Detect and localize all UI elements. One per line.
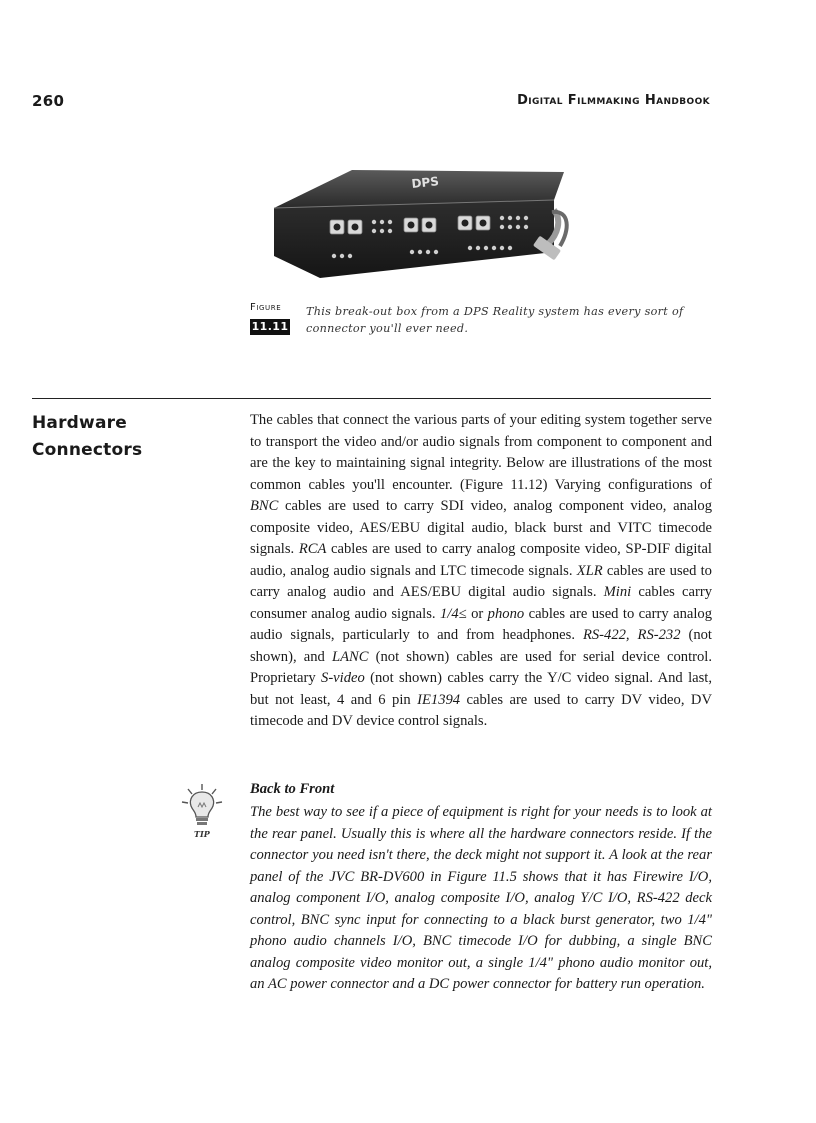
body-text-run: or <box>466 605 488 622</box>
body-text-run: cables carry consumer analog audio signals. <box>250 584 712 622</box>
figure-caption: This break-out box from a DPS Reality system has every sort of connector you'll ever need. <box>306 305 684 335</box>
section-divider <box>32 398 711 399</box>
cable-term: 1/4≤ <box>439 605 467 622</box>
breakout-box-image <box>262 160 572 280</box>
section-body <box>250 410 712 733</box>
cable-term: RCA <box>298 541 327 557</box>
tip-body: The best way to see if a piece of equipment is right for your needs is to look at the rear panel. Usually this is where all the hardware connectors reside. If the connector you need isn't there, the deck might not support it. A look at the rear panel of the JVC BR-DV600 in Figure 11.5 shows that it has Firewire I/O, analog component I/O, analog composite I/O, analog Y/C I/O, RS-422 deck control, BNC sync input for connecting to a black burst generator, two 1/4" phono audio channels I/O, BNC timecode I/O for dubbing, a single BNC analog composite video monitor out, a single 1/4" phono audio monitor out, an AC power connector and a DC power connector for battery run operation. <box>250 804 712 992</box>
cable-term: IE1394 <box>417 691 461 708</box>
cable-term: RS-422, RS-232 <box>582 627 681 643</box>
body-text-run: cables are used to carry analog composite video, SP-DIF digital audio, analog audio signals and LTC timecode signals. <box>250 541 712 579</box>
page-number: 260 <box>32 92 65 110</box>
tip-title: Back to Front <box>250 781 335 797</box>
figure-label: Figure <box>250 302 282 313</box>
cable-term: phono <box>487 605 525 622</box>
cable-term: BNC <box>250 498 279 514</box>
body-text-run: (not shown), and <box>250 627 712 665</box>
body-text-run: cables are used to carry analog audio and AES/EBU digital audio signals. <box>250 562 712 600</box>
running-title: Digital Filmmaking Handbook <box>517 93 710 108</box>
body-text-run: cables are used to carry analog audio signals, particularly to and from headphones. <box>250 605 712 643</box>
body-text-run: cables are used to carry SDI video, analog component video, analog composite video, AES/EBU digital audio, black burst and VITC timecode signals. <box>250 498 712 557</box>
body-text-run: (not shown) cables are used for serial device control. Proprietary <box>250 648 712 686</box>
cable-term: Mini <box>603 584 632 600</box>
brand-logo: DPS <box>410 174 440 191</box>
body-text-run: The cables that connect the various parts of your editing system together serve to transport the video and/or audio signals from component to component and are the key to maintaining signal integrity. Below are illustrations of the most common cables you'll encounter. (Figure 11.12) Varying configurations of <box>250 412 712 493</box>
body-text-run: cables are used to carry DV video, DV timecode and DV device control signals. <box>250 691 712 729</box>
lightbulb-icon <box>180 783 224 841</box>
tip-icon-label: TIP <box>194 829 210 839</box>
figure-number: 11.11 <box>251 320 289 333</box>
cable-term: XLR <box>576 562 603 579</box>
cable-term: S-video <box>321 670 365 686</box>
cable-term: LANC <box>331 648 369 665</box>
section-heading: Hardware Connectors <box>32 413 143 460</box>
body-text-run: (not shown) cables carry the Y/C video signal. And last, but not least, 4 and 6 pin <box>250 670 712 708</box>
